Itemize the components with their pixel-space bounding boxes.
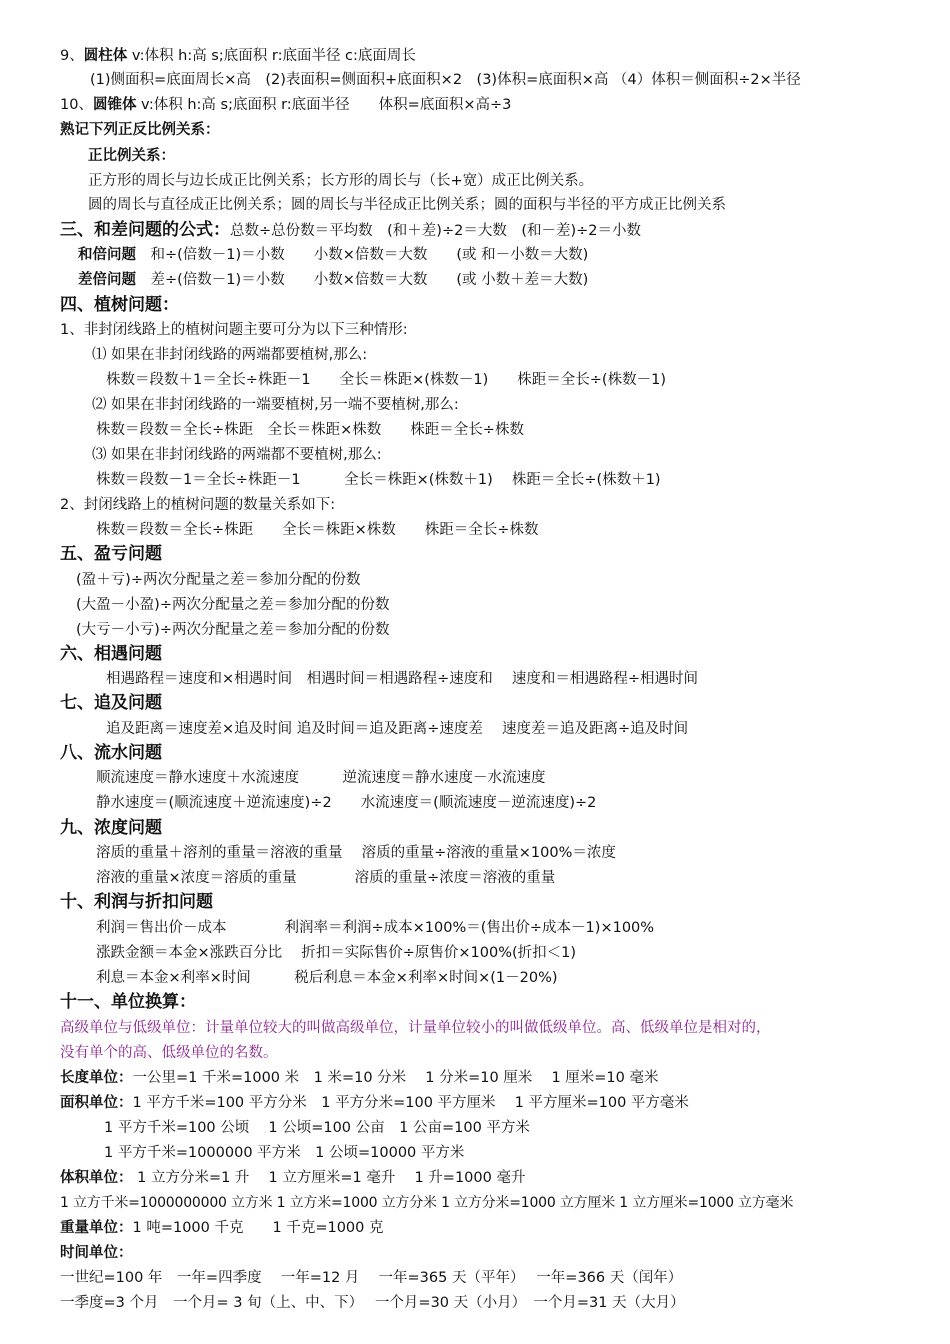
item-number: 10、: [60, 97, 93, 113]
term-label: 圆锥体: [92, 97, 137, 113]
section-meeting: 六、相遇问题: [60, 644, 162, 664]
section-sum-difference: [60, 219, 641, 241]
term-label: 面积单位：: [60, 1095, 133, 1111]
line-text: 差÷(倍数－1)＝小数 小数×倍数＝大数 (或 小数＋差＝大数): [136, 272, 589, 288]
line-text: v:体积 h:高 s;底面积 r:底面半径 c:底面周长: [127, 48, 416, 64]
line-current-1: 顺流速度＝静水速度＋水流速度 逆流速度＝静水速度－水流速度: [96, 770, 546, 786]
line-profit-3: 利息＝本金×利率×时间 税后利息＝本金×利率×时间×(1－20%): [96, 970, 558, 986]
line-cone: [60, 95, 511, 115]
line-surplus-3: (大亏－小亏)÷两次分配量之差＝参加分配的份数: [76, 622, 390, 638]
section-tree-planting: 四、植树问题：: [60, 295, 179, 315]
section-surplus-deficit: 五、盈亏问题: [60, 544, 162, 564]
line-tree-formula-2: 株数＝段数＝全长÷株距 全长＝株距×株数 株距＝全长÷株数: [96, 422, 524, 438]
line-area-units: [60, 1093, 689, 1113]
line-current-2: 静水速度＝(顺流速度＋逆流速度)÷2 水流速度＝(顺流速度－逆流速度)÷2: [96, 795, 597, 811]
line-tree-closed: 2、封闭线路上的植树问题的数量关系如下:: [60, 497, 336, 513]
line-volume-units-2: 1 立方千米=1000000000 立方米 1 立方米=1000 立方分米 1 立方分米=1000 立方厘米 1 立方厘米=1000 立方毫米: [60, 1195, 794, 1211]
line-proportion-2: 圆的周长与直径成正比例关系；圆的周长与半径成正比例关系；圆的面积与半径的平方成正比例关系: [88, 197, 726, 213]
line-tree-intro: 1、非封闭线路上的植树问题主要可分为以下三种情形:: [60, 322, 408, 338]
section-current: 八、流水问题: [60, 743, 162, 763]
term-label: 重量单位：: [60, 1220, 133, 1236]
term-label: 和倍问题: [78, 247, 136, 263]
section-heading: 三、和差问题的公式：: [60, 220, 230, 240]
line-text: 和÷(倍数－1)＝小数 小数×倍数＝大数 (或 和－小数＝大数): [136, 247, 589, 263]
line-chasing-formula: 追及距离＝速度差×追及时间 追及时间＝追及距离÷速度差 速度差＝追及距离÷追及时间: [106, 721, 689, 737]
term-label: 长度单位：: [60, 1070, 133, 1086]
line-concentration-2: 溶液的重量×浓度＝溶质的重量 溶质的重量÷浓度＝溶液的重量: [96, 870, 556, 886]
line-meeting-formula: 相遇路程＝速度和×相遇时间 相遇时间＝相遇路程÷速度和 速度和＝相遇路程÷相遇时间: [106, 671, 699, 687]
term-label: 圆柱体: [83, 48, 128, 64]
section-unit-conversion: 十一、单位换算：: [60, 992, 196, 1012]
section-profit-discount: 十、利润与折扣问题: [60, 892, 213, 912]
line-time-units-2: 一季度=3 个月 一个月= 3 旬（上、中、下） 一个月=30 天（小月） 一个月=31 天（大月）: [60, 1295, 685, 1311]
line-text: 1 平方千米=100 平方分米 1 平方分米=100 平方厘米 1 平方厘米=100 平方毫米: [132, 1095, 689, 1111]
line-text: 1 吨=1000 千克 1 千克=1000 克: [132, 1220, 384, 1236]
line-profit-2: 涨跌金额＝本金×涨跌百分比 折扣＝实际售价÷原售价×100%(折扣＜1): [96, 945, 577, 961]
line-cylinder-formulas: (1)侧面积=底面周长×高 (2)表面积=侧面积+底面积×2 (3)体积=底面积×高 （4）体积＝侧面积÷2×半径: [90, 72, 801, 88]
line-tree-case-3: ⑶ 如果在非封闭线路的两端都不要植树,那么:: [92, 447, 382, 463]
line-tree-case-2: ⑵ 如果在非封闭线路的一端要植树,另一端不要植树,那么:: [92, 397, 459, 413]
line-text: v:体积 h:高 s;底面积 r:底面半径 体积=底面积×高÷3: [136, 97, 512, 113]
subheading-direct-proportion: 正比例关系：: [88, 148, 175, 164]
line-proportion-1: 正方形的周长与边长成正比例关系；长方形的周长与（长+宽）成正比例关系。: [88, 173, 594, 189]
line-surplus-1: (盈＋亏)÷两次分配量之差＝参加分配的份数: [76, 572, 361, 588]
line-text: 1 立方分米=1 升 1 立方厘米=1 毫升 1 升=1000 毫升: [132, 1170, 526, 1186]
line-unit-intro-1: 高级单位与低级单位：计量单位较大的叫做高级单位，计量单位较小的叫做低级单位。高、低级单位是相对的，: [60, 1020, 771, 1036]
line-tree-case-1: ⑴ 如果在非封闭线路的两端都要植树,那么:: [92, 347, 368, 363]
line-sum-multiple: [78, 245, 588, 265]
line-difference-multiple: [78, 270, 588, 290]
line-text: 一公里=1 千米=1000 米 1 米=10 分米 1 分米=10 厘米 1 厘米=10 毫米: [132, 1070, 659, 1086]
line-time-units-label: 时间单位：: [60, 1245, 133, 1261]
line-weight-units: [60, 1218, 384, 1238]
line-tree-formula-1: 株数＝段数＋1＝全长÷株距－1 全长＝株距×(株数－1) 株距＝全长÷(株数－1): [106, 372, 666, 388]
line-area-units-2: 1 平方千米=100 公顷 1 公顷=100 公亩 1 公亩=100 平方米: [104, 1120, 530, 1136]
line-area-units-3: 1 平方千米=1000000 平方米 1 公顷=10000 平方米: [104, 1145, 465, 1161]
line-text: 总数÷总份数＝平均数 (和＋差)÷2＝大数 (和－差)÷2＝小数: [230, 223, 642, 239]
line-surplus-2: (大盈－小盈)÷两次分配量之差＝参加分配的份数: [76, 597, 390, 613]
section-concentration: 九、浓度问题: [60, 818, 162, 838]
item-number: 9、: [60, 48, 84, 64]
line-unit-intro-2: 没有单个的高、低级单位的名数。: [60, 1045, 278, 1061]
line-tree-formula-4: 株数＝段数＝全长÷株距 全长＝株距×株数 株距＝全长÷株数: [96, 522, 539, 538]
line-concentration-1: 溶质的重量＋溶剂的重量＝溶液的重量 溶质的重量÷溶液的重量×100%＝浓度: [96, 845, 616, 861]
line-volume-units: [60, 1168, 525, 1188]
heading-proportion: 熟记下列正反比例关系：: [60, 122, 220, 138]
line-profit-1: 利润＝售出价－成本 利润率＝利润÷成本×100%＝(售出价÷成本－1)×100%: [96, 920, 655, 936]
section-chasing: 七、追及问题: [60, 693, 162, 713]
term-label: 差倍问题: [78, 272, 136, 288]
line-cylinder: [60, 46, 416, 66]
term-label: 体积单位：: [60, 1170, 133, 1186]
line-time-units-1: 一世纪=100 年 一年=四季度 一年=12 月 一年=365 天（平年） 一年=366 天（闰年）: [60, 1270, 683, 1286]
line-length-units: [60, 1068, 659, 1088]
line-tree-formula-3: 株数＝段数－1＝全长÷株距－1 全长＝株距×(株数＋1) 株距＝全长÷(株数＋1): [96, 472, 661, 488]
